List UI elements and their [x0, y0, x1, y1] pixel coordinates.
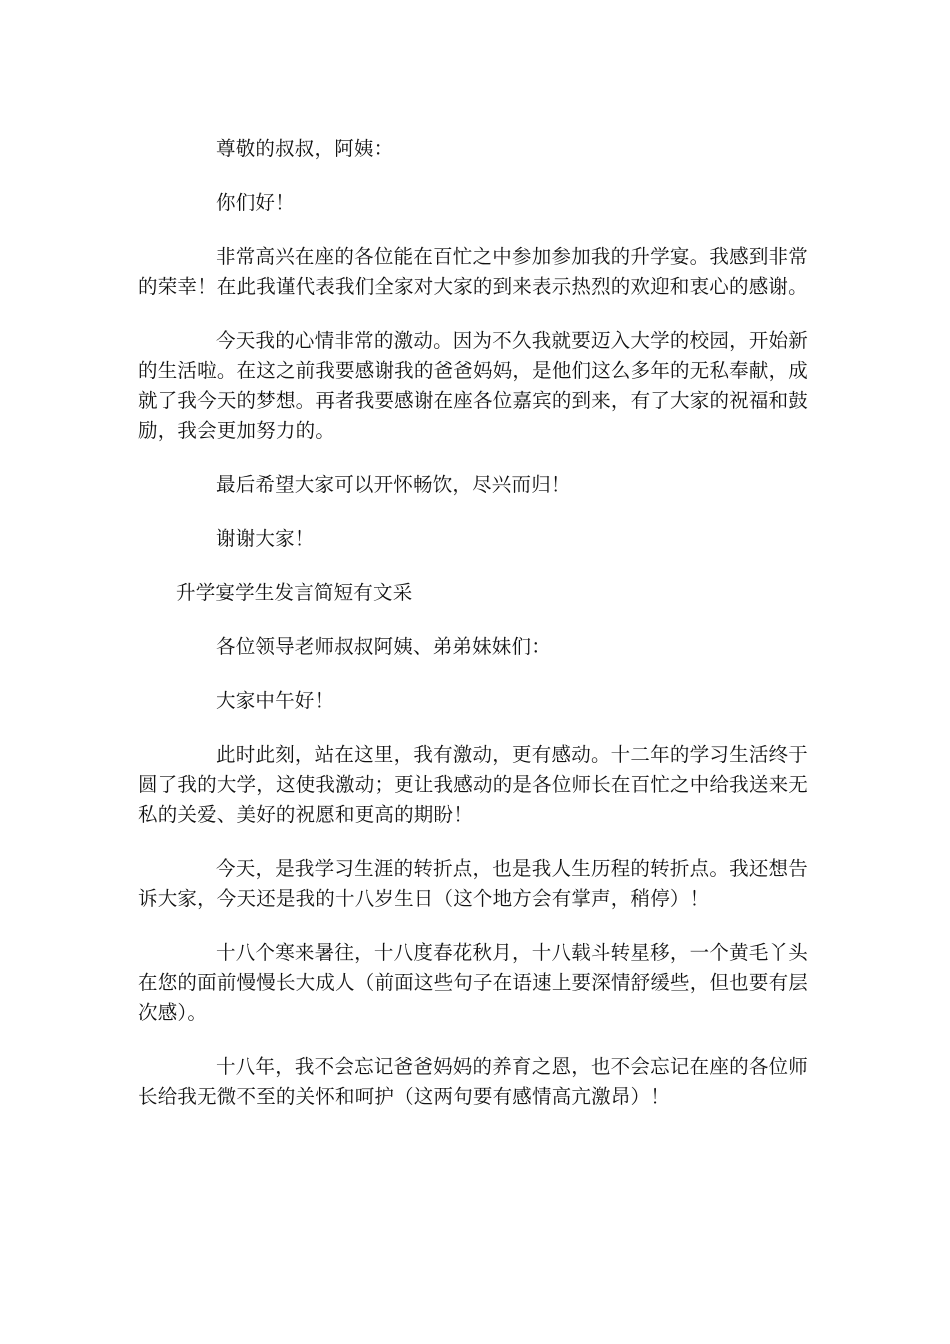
body-paragraph: 最后希望大家可以开怀畅饮，尽兴而归！	[216, 473, 571, 496]
body-paragraph: 此时此刻，站在这里，我有激动，更有感动。十二年的学习生活终于圆了我的大学，这使我激动；更让我感动的是各位师长在百忙之中给我送来无私的关爱、美好的祝愿和更高的期盼！	[138, 743, 808, 826]
section-heading: 升学宴学生发言简短有文采	[176, 581, 413, 604]
document-body	[138, 134, 808, 1136]
greeting: 你们好！	[216, 191, 295, 214]
body-paragraph: 非常高兴在座的各位能在百忙之中参加参加我的升学宴。我感到非常的荣幸！在此我谨代表我们全家对大家的到来表示热烈的欢迎和衷心的感谢。	[138, 245, 808, 298]
body-paragraph: 十八个寒来暑往，十八度春花秋月，十八载斗转星移，一个黄毛丫头在您的面前慢慢长大成人（前面这些句子在语速上要深情舒缓些，但也要有层次感）。	[138, 941, 808, 1024]
greeting: 大家中午好！	[216, 689, 335, 712]
body-paragraph: 今天我的心情非常的激动。因为不久我就要迈入大学的校园，开始新的生活啦。在这之前我要感谢我的爸爸妈妈，是他们这么多年的无私奉献，成就了我今天的梦想。再者我要感谢在座各位嘉宾的到来，有了大家的祝福和鼓励，我会更加努力的。	[138, 329, 808, 442]
salutation: 尊敬的叔叔，阿姨：	[216, 137, 394, 160]
body-paragraph: 今天，是我学习生涯的转折点，也是我人生历程的转折点。我还想告诉大家，今天还是我的十八岁生日（这个地方会有掌声，稍停）！	[138, 857, 808, 910]
salutation: 各位领导老师叔叔阿姨、弟弟妹妹们：	[216, 635, 551, 658]
closing-thanks: 谢谢大家！	[216, 527, 315, 550]
body-paragraph: 十八年，我不会忘记爸爸妈妈的养育之恩，也不会忘记在座的各位师长给我无微不至的关怀和呵护（这两句要有感情高亢激昂）！	[138, 1055, 808, 1108]
